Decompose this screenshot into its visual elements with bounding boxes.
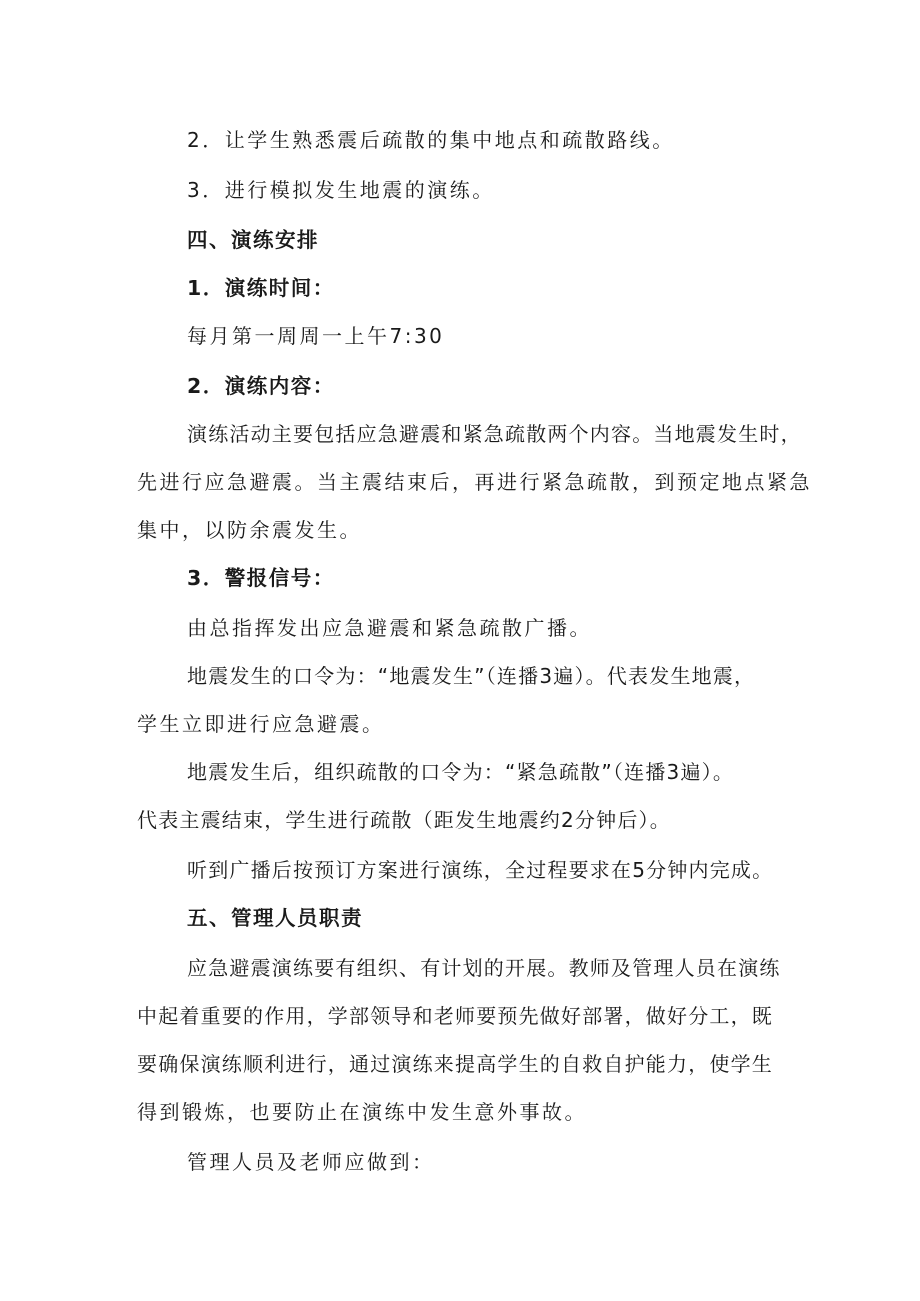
section-heading-5: 五、管理人员职责 bbox=[187, 906, 363, 930]
duties-paragraph-line-3: 要确保演练顺利进行，通过演练来提高学生的自救自护能力，使学生 bbox=[137, 1052, 773, 1076]
duties-paragraph-line-4: 得到锻炼，也要防止在演练中发生意外事故。 bbox=[137, 1100, 587, 1124]
evacuation-command-line-2: 代表主震结束，学生进行疏散（距发生地震约2分钟后）。 bbox=[137, 808, 671, 832]
duties-paragraph-line-1: 应急避震演练要有组织、有计划的开展。教师及管理人员在演练 bbox=[187, 956, 781, 980]
subheading-drill-time: 1．演练时间： bbox=[187, 276, 335, 300]
subheading-alarm-signal: 3．警报信号： bbox=[187, 566, 335, 590]
drill-content-line-1: 演练活动主要包括应急避震和紧急疏散两个内容。当地震发生时， bbox=[187, 422, 802, 446]
staff-requirements-intro: 管理人员及老师应做到： bbox=[187, 1150, 435, 1174]
section-heading-4: 四、演练安排 bbox=[187, 228, 319, 252]
duties-paragraph-line-2: 中起着重要的作用，学部领导和老师要预先做好部署，做好分工，既 bbox=[137, 1004, 773, 1028]
evacuation-command-line-1: 地震发生后，组织疏散的口令为：“紧急疏散”（连播3遍）。 bbox=[187, 760, 735, 784]
drill-content-line-3: 集中，以防余震发生。 bbox=[137, 518, 362, 542]
earthquake-command-line-2: 学生立即进行应急避震。 bbox=[137, 712, 385, 736]
subheading-drill-content: 2．演练内容： bbox=[187, 374, 335, 398]
drill-content-line-2: 先进行应急避震。当主震结束后，再进行紧急疏散，到预定地点紧急 bbox=[137, 470, 812, 494]
drill-time-text: 每月第一周周一上午7:30 bbox=[187, 324, 445, 348]
alarm-signal-text: 由总指挥发出应急避震和紧急疏散广播。 bbox=[187, 616, 592, 640]
earthquake-command-line-1: 地震发生的口令为：“地震发生”（连播3遍）。代表发生地震， bbox=[187, 664, 756, 688]
drill-requirement-text: 听到广播后按预订方案进行演练，全过程要求在5分钟内完成。 bbox=[187, 858, 774, 882]
goal-item-3: 3．进行模拟发生地震的演练。 bbox=[187, 178, 495, 202]
goal-item-2: 2．让学生熟悉震后疏散的集中地点和疏散路线。 bbox=[187, 128, 675, 152]
